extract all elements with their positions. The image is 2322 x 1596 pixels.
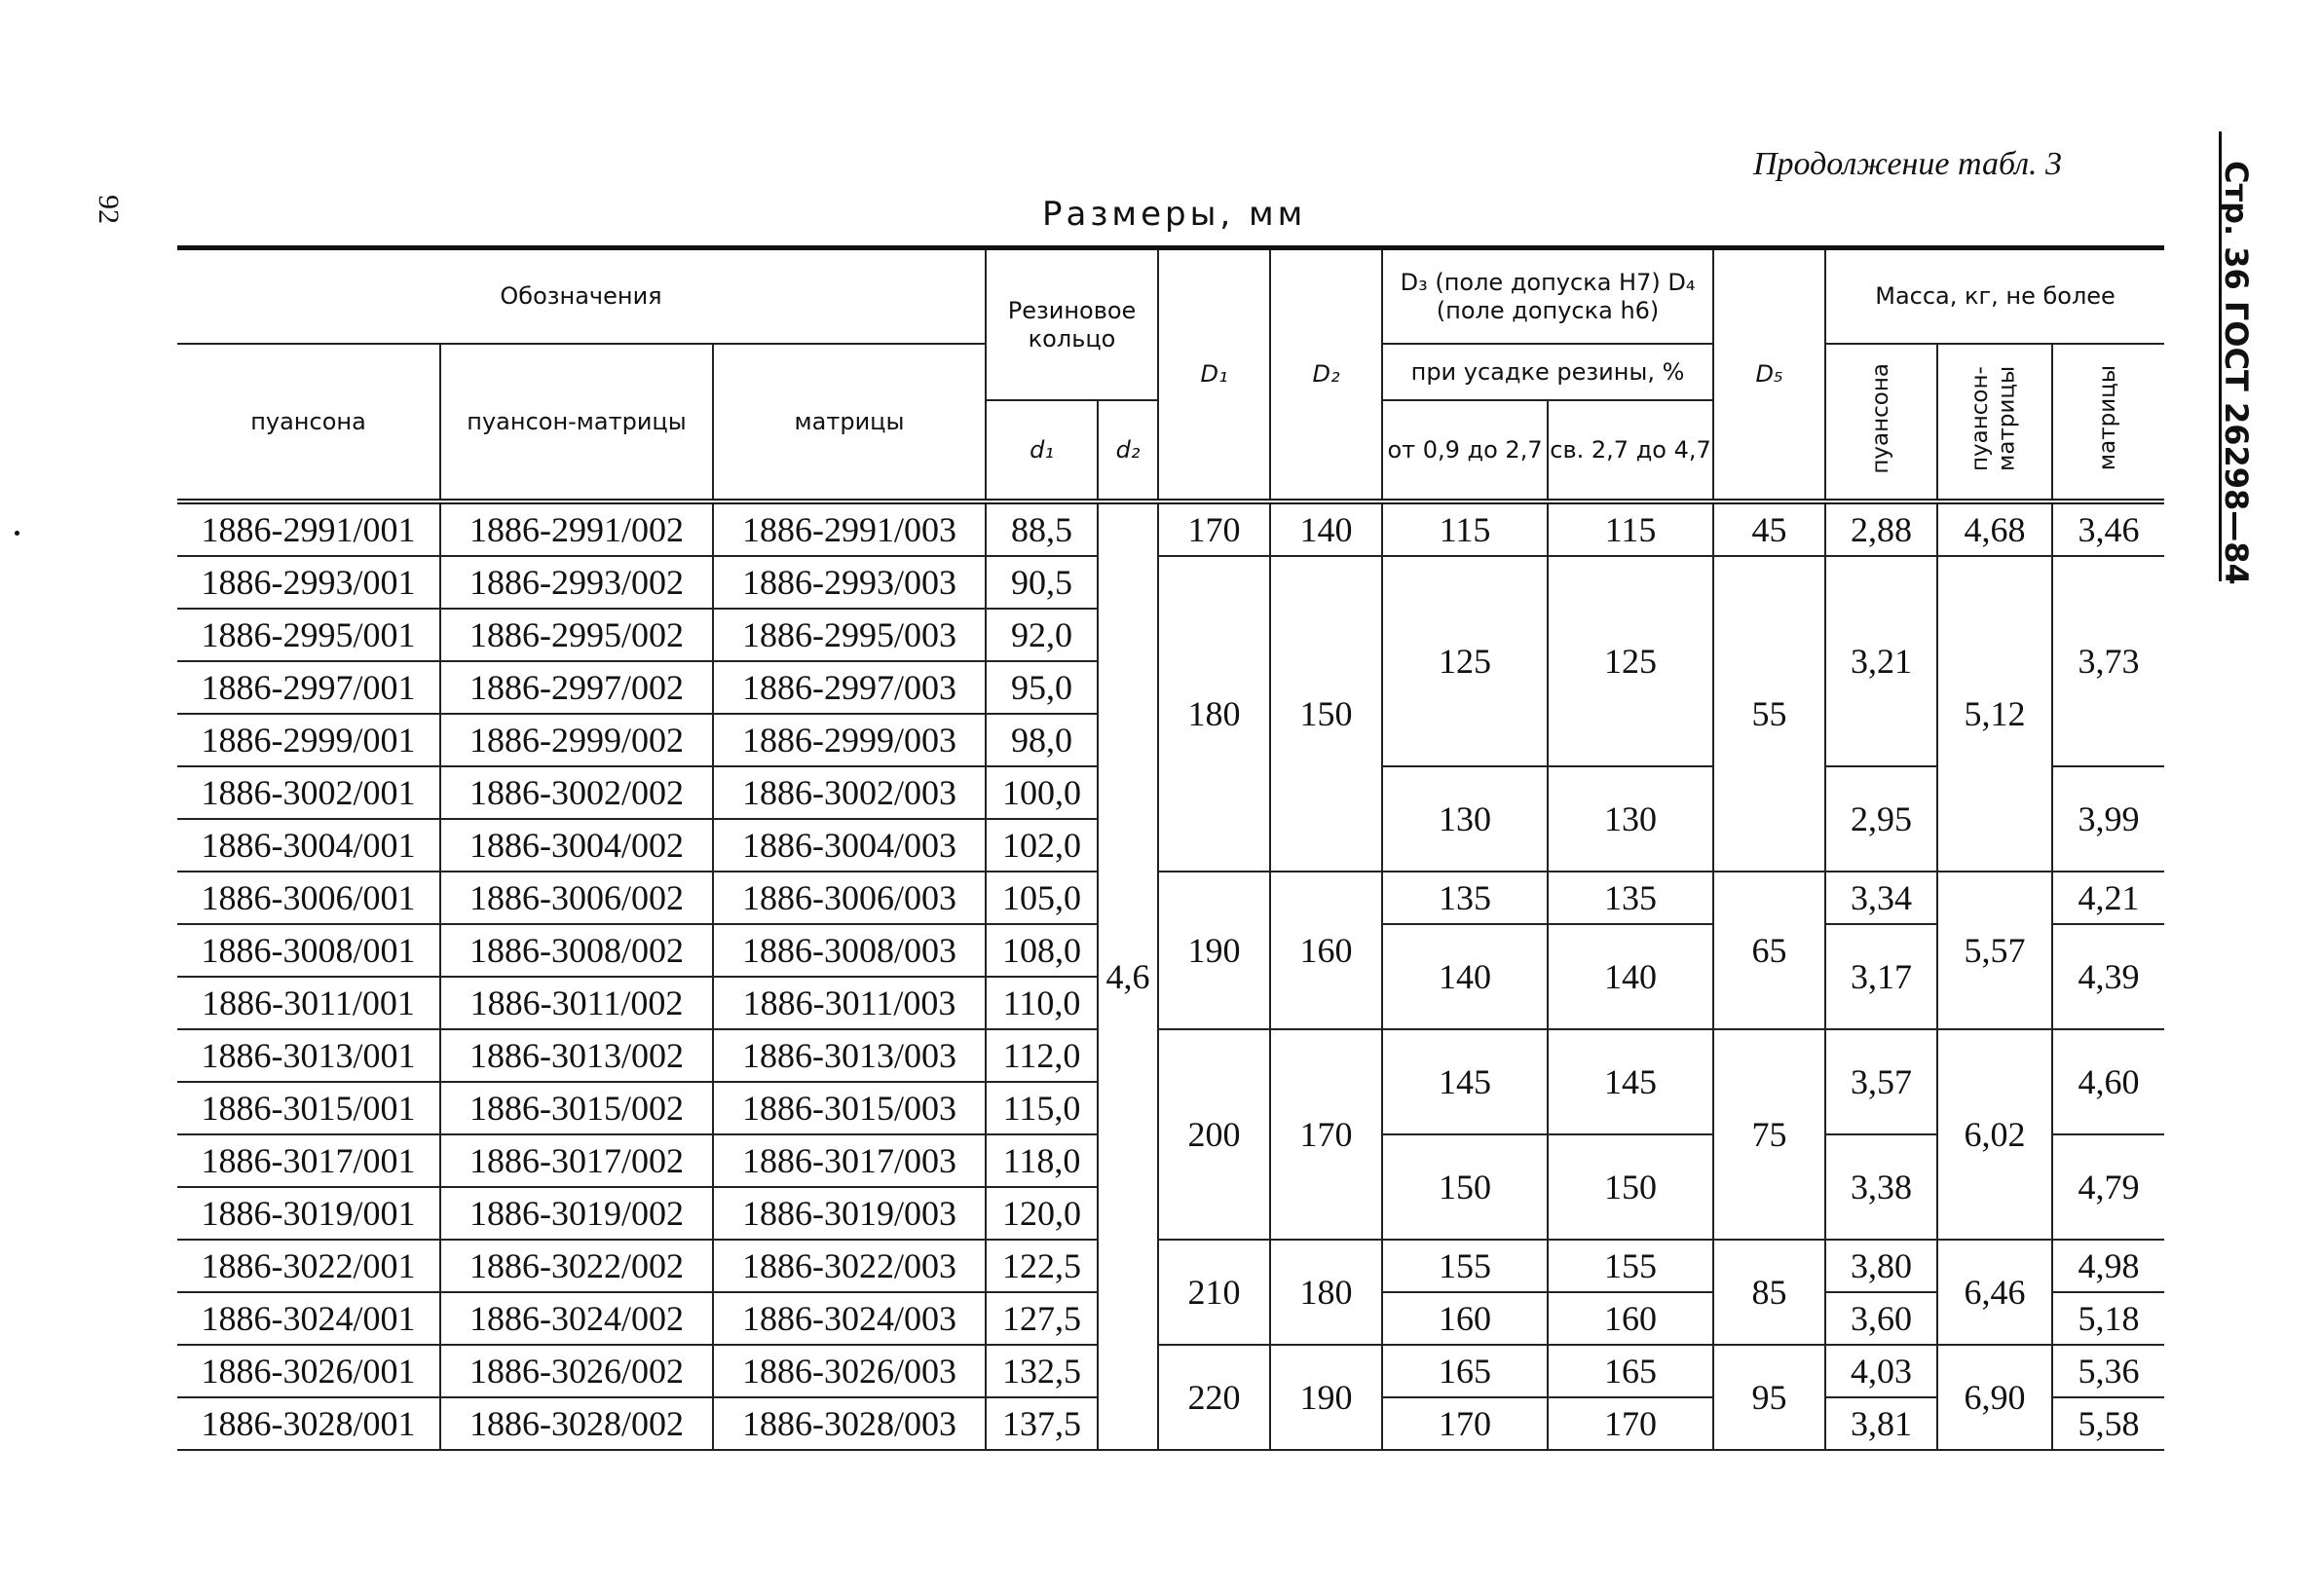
D3-shrink-a-cell: 150 xyxy=(1382,1134,1548,1240)
die-code-cell: 1886-2991/003 xyxy=(713,501,986,556)
D2-cell: 180 xyxy=(1270,1240,1382,1345)
table-row xyxy=(177,1345,2164,1397)
dimensions-table xyxy=(177,245,2164,1451)
table-row xyxy=(177,872,2164,924)
shrink-a-header: от 0,9 до 2,7 xyxy=(1382,400,1548,501)
mass-punch-cell: 3,17 xyxy=(1825,924,1937,1029)
mass-die-cell: 4,39 xyxy=(2052,924,2164,1029)
mass-punch-die-cell: 5,12 xyxy=(1937,556,2052,872)
mass-punch-die-cell: 6,90 xyxy=(1937,1345,2052,1450)
D3-shrink-b-cell: 155 xyxy=(1548,1240,1713,1292)
table-body xyxy=(177,501,2164,1450)
D3-shrink-b-cell: 150 xyxy=(1548,1134,1713,1240)
punch-die-code-cell: 1886-3022/002 xyxy=(440,1240,713,1292)
D3-shrink-a-cell: 140 xyxy=(1382,924,1548,1029)
D3-shrink-a-cell: 115 xyxy=(1382,501,1548,556)
D3-shrink-b-cell: 140 xyxy=(1548,924,1713,1029)
die-code-cell: 1886-2993/003 xyxy=(713,556,986,609)
punch-die-code-cell: 1886-3004/002 xyxy=(440,819,713,872)
mass-punch-cell: 3,57 xyxy=(1825,1029,1937,1134)
mass-punch-cell: 2,88 xyxy=(1825,501,1937,556)
die-code-cell: 1886-3026/003 xyxy=(713,1345,986,1397)
punch-code-cell: 1886-3006/001 xyxy=(177,872,440,924)
punch-die-code-cell: 1886-3017/002 xyxy=(440,1134,713,1187)
mass-die-cell: 4,60 xyxy=(2052,1029,2164,1134)
mass-punch-die-cell: 6,02 xyxy=(1937,1029,2052,1240)
d1-cell: 137,5 xyxy=(986,1397,1098,1450)
D1-cell: 220 xyxy=(1158,1345,1270,1450)
mass-die-cell: 4,21 xyxy=(2052,872,2164,924)
d1-cell: 92,0 xyxy=(986,609,1098,661)
mass-punch-cell: 3,60 xyxy=(1825,1292,1937,1345)
D3-D4-header: D₃ (поле допуска H7) D₄ (поле допуска h6) xyxy=(1382,248,1713,345)
punch-die-code-cell: 1886-3024/002 xyxy=(440,1292,713,1345)
die-code-cell: 1886-3011/003 xyxy=(713,977,986,1029)
D2-cell: 150 xyxy=(1270,556,1382,872)
punch-code-cell: 1886-3028/001 xyxy=(177,1397,440,1450)
d1-cell: 95,0 xyxy=(986,661,1098,714)
D2-cell: 190 xyxy=(1270,1345,1382,1450)
D5-cell: 45 xyxy=(1713,501,1825,556)
die-code-cell: 1886-2997/003 xyxy=(713,661,986,714)
table-row xyxy=(177,501,2164,556)
mass-die-cell: 3,46 xyxy=(2052,501,2164,556)
D3-shrink-b-cell: 165 xyxy=(1548,1345,1713,1397)
D3-shrink-a-cell: 160 xyxy=(1382,1292,1548,1345)
d1-cell: 88,5 xyxy=(986,501,1098,556)
d1-cell: 110,0 xyxy=(986,977,1098,1029)
die-code-cell: 1886-3024/003 xyxy=(713,1292,986,1345)
D3-shrink-b-cell: 125 xyxy=(1548,556,1713,766)
D2-cell: 170 xyxy=(1270,1029,1382,1240)
die-code-cell: 1886-3019/003 xyxy=(713,1187,986,1240)
D3-shrink-a-cell: 165 xyxy=(1382,1345,1548,1397)
punch-die-code-cell: 1886-3002/002 xyxy=(440,766,713,819)
mass-die-cell: 4,79 xyxy=(2052,1134,2164,1240)
mass-punch-cell: 3,80 xyxy=(1825,1240,1937,1292)
mass-punch-cell: 3,21 xyxy=(1825,556,1937,766)
D5-header: D₅ xyxy=(1713,248,1825,502)
punch-die-header: пуансон-матрицы xyxy=(440,344,713,501)
D3-shrink-b-cell: 145 xyxy=(1548,1029,1713,1134)
D5-cell: 65 xyxy=(1713,872,1825,1029)
punch-die-code-cell: 1886-3006/002 xyxy=(440,872,713,924)
D1-header: D₁ xyxy=(1158,248,1270,502)
margin-dot xyxy=(15,531,19,536)
punch-code-cell: 1886-2997/001 xyxy=(177,661,440,714)
die-code-cell: 1886-3002/003 xyxy=(713,766,986,819)
d2-cell: 4,6 xyxy=(1098,501,1158,1450)
continuation-note: Продолжение табл. 3 xyxy=(1753,146,2063,182)
shrink-b-header: св. 2,7 до 4,7 xyxy=(1548,400,1713,501)
D3-shrink-b-cell: 115 xyxy=(1548,501,1713,556)
mass-punch-cell: 4,03 xyxy=(1825,1345,1937,1397)
d1-cell: 115,0 xyxy=(986,1082,1098,1134)
die-code-cell: 1886-3013/003 xyxy=(713,1029,986,1082)
punch-code-cell: 1886-3011/001 xyxy=(177,977,440,1029)
punch-code-cell: 1886-2999/001 xyxy=(177,714,440,766)
punch-code-cell: 1886-3022/001 xyxy=(177,1240,440,1292)
die-code-cell: 1886-2999/003 xyxy=(713,714,986,766)
punch-die-code-cell: 1886-2991/002 xyxy=(440,501,713,556)
D3-shrink-b-cell: 170 xyxy=(1548,1397,1713,1450)
punch-header: пуансона xyxy=(177,344,440,501)
punch-code-cell: 1886-3004/001 xyxy=(177,819,440,872)
d1-cell: 102,0 xyxy=(986,819,1098,872)
D3-shrink-a-cell: 170 xyxy=(1382,1397,1548,1450)
rubber-ring-header: Резиновое кольцо xyxy=(986,248,1158,401)
mass-die-cell: 3,73 xyxy=(2052,556,2164,766)
die-code-cell: 1886-3017/003 xyxy=(713,1134,986,1187)
mass-punch-die-cell: 4,68 xyxy=(1937,501,2052,556)
mass-punch-die-cell: 5,57 xyxy=(1937,872,2052,1029)
mass-punch-die-header: пуансон-матрицы xyxy=(1967,365,2021,471)
d1-cell: 112,0 xyxy=(986,1029,1098,1082)
d2-header: d₂ xyxy=(1098,400,1158,501)
D1-cell: 190 xyxy=(1158,872,1270,1029)
D5-cell: 95 xyxy=(1713,1345,1825,1450)
die-code-cell: 1886-3022/003 xyxy=(713,1240,986,1292)
punch-code-cell: 1886-3008/001 xyxy=(177,924,440,977)
punch-die-code-cell: 1886-3026/002 xyxy=(440,1345,713,1397)
D1-cell: 170 xyxy=(1158,501,1270,556)
d1-cell: 120,0 xyxy=(986,1187,1098,1240)
mass-die-cell: 5,36 xyxy=(2052,1345,2164,1397)
die-code-cell: 1886-2995/003 xyxy=(713,609,986,661)
punch-die-code-cell: 1886-2997/002 xyxy=(440,661,713,714)
D3-shrink-b-cell: 135 xyxy=(1548,872,1713,924)
die-header: матрицы xyxy=(713,344,986,501)
mass-punch-header: пуансона xyxy=(1867,362,1893,474)
mass-die-cell: 5,58 xyxy=(2052,1397,2164,1450)
d1-cell: 105,0 xyxy=(986,872,1098,924)
mass-punch-cell: 2,95 xyxy=(1825,766,1937,872)
D2-header: D₂ xyxy=(1270,248,1382,502)
punch-die-code-cell: 1886-3028/002 xyxy=(440,1397,713,1450)
d1-cell: 90,5 xyxy=(986,556,1098,609)
d1-cell: 127,5 xyxy=(986,1292,1098,1345)
D2-cell: 160 xyxy=(1270,872,1382,1029)
mass-die-cell: 5,18 xyxy=(2052,1292,2164,1345)
D2-cell: 140 xyxy=(1270,501,1382,556)
d1-cell: 98,0 xyxy=(986,714,1098,766)
punch-die-code-cell: 1886-2995/002 xyxy=(440,609,713,661)
punch-code-cell: 1886-3002/001 xyxy=(177,766,440,819)
d1-cell: 132,5 xyxy=(986,1345,1098,1397)
punch-die-code-cell: 1886-2999/002 xyxy=(440,714,713,766)
mass-header: Масса, кг, не более xyxy=(1825,248,2164,345)
punch-code-cell: 1886-3013/001 xyxy=(177,1029,440,1082)
mass-die-header: матрицы xyxy=(2095,365,2121,471)
table-row xyxy=(177,1240,2164,1292)
table-caption: Размеры, мм xyxy=(1042,195,1307,234)
D5-cell: 85 xyxy=(1713,1240,1825,1345)
punch-code-cell: 1886-2995/001 xyxy=(177,609,440,661)
d1-header: d₁ xyxy=(986,400,1098,501)
punch-code-cell: 1886-2993/001 xyxy=(177,556,440,609)
designations-header: Обозначения xyxy=(177,248,986,345)
punch-die-code-cell: 1886-2993/002 xyxy=(440,556,713,609)
mass-die-cell: 4,98 xyxy=(2052,1240,2164,1292)
D3-shrink-a-cell: 135 xyxy=(1382,872,1548,924)
table-row xyxy=(177,1029,2164,1082)
d1-cell: 122,5 xyxy=(986,1240,1098,1292)
punch-die-code-cell: 1886-3013/002 xyxy=(440,1029,713,1082)
punch-code-cell: 1886-3024/001 xyxy=(177,1292,440,1345)
D5-cell: 75 xyxy=(1713,1029,1825,1240)
D1-cell: 180 xyxy=(1158,556,1270,872)
mass-punch-cell: 3,38 xyxy=(1825,1134,1937,1240)
die-code-cell: 1886-3006/003 xyxy=(713,872,986,924)
die-code-cell: 1886-3004/003 xyxy=(713,819,986,872)
mass-die-cell: 3,99 xyxy=(2052,766,2164,872)
D3-shrink-a-cell: 130 xyxy=(1382,766,1548,872)
D5-cell: 55 xyxy=(1713,556,1825,872)
punch-code-cell: 1886-3015/001 xyxy=(177,1082,440,1134)
D3-shrink-a-cell: 155 xyxy=(1382,1240,1548,1292)
mass-punch-die-cell: 6,46 xyxy=(1937,1240,2052,1345)
mass-punch-cell: 3,81 xyxy=(1825,1397,1937,1450)
table-row xyxy=(177,556,2164,609)
die-code-cell: 1886-3008/003 xyxy=(713,924,986,977)
page-number: 92 xyxy=(93,195,125,224)
punch-die-code-cell: 1886-3011/002 xyxy=(440,977,713,1029)
punch-die-code-cell: 1886-3019/002 xyxy=(440,1187,713,1240)
shrink-header: при усадке резины, % xyxy=(1382,344,1713,400)
die-code-cell: 1886-3015/003 xyxy=(713,1082,986,1134)
D1-cell: 210 xyxy=(1158,1240,1270,1345)
die-code-cell: 1886-3028/003 xyxy=(713,1397,986,1450)
D1-cell: 200 xyxy=(1158,1029,1270,1240)
D3-shrink-b-cell: 130 xyxy=(1548,766,1713,872)
mass-punch-cell: 3,34 xyxy=(1825,872,1937,924)
punch-code-cell: 1886-3019/001 xyxy=(177,1187,440,1240)
punch-code-cell: 1886-3017/001 xyxy=(177,1134,440,1187)
D3-shrink-b-cell: 160 xyxy=(1548,1292,1713,1345)
punch-code-cell: 1886-3026/001 xyxy=(177,1345,440,1397)
D3-shrink-a-cell: 145 xyxy=(1382,1029,1548,1134)
D3-shrink-a-cell: 125 xyxy=(1382,556,1548,766)
side-page-header: Стр. 36 ГОСТ 26298—84 xyxy=(2218,161,2255,585)
d1-cell: 118,0 xyxy=(986,1134,1098,1187)
d1-cell: 108,0 xyxy=(986,924,1098,977)
punch-code-cell: 1886-2991/001 xyxy=(177,501,440,556)
punch-die-code-cell: 1886-3008/002 xyxy=(440,924,713,977)
punch-die-code-cell: 1886-3015/002 xyxy=(440,1082,713,1134)
d1-cell: 100,0 xyxy=(986,766,1098,819)
